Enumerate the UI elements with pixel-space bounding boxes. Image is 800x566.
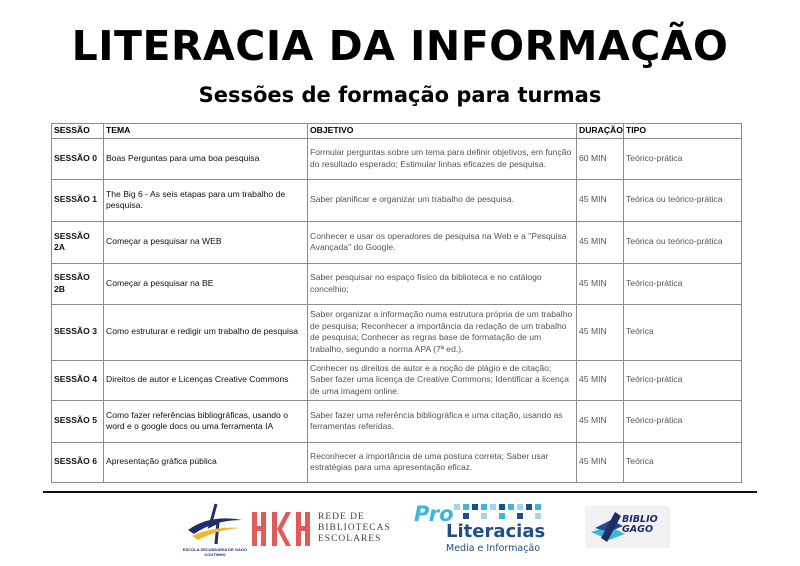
- proliteracias-logo: [412, 500, 562, 560]
- cell-duracao: 45 MIN: [577, 360, 624, 400]
- cell-tema: Começar a pesquisar na BE: [104, 263, 308, 304]
- table-row: [52, 360, 742, 400]
- cell-sessao: SESSÃO 2A: [52, 221, 104, 263]
- proliteracias-logo-text-media: Media e Informação: [446, 543, 541, 554]
- table-row: [52, 400, 742, 442]
- cell-duracao: 45 MIN: [577, 221, 624, 263]
- page-subtitle: Sessões de formação para turmas: [198, 83, 602, 107]
- cell-objetivo: Conhecer e usar os operadores de pesquisa na Web e a "Pesquisa Avançada" do Google.: [308, 221, 577, 263]
- cell-tipo: Teórica ou teórico-prática: [624, 179, 742, 221]
- proliteracias-logo-text-pro: Pro: [414, 502, 454, 526]
- table-row: [52, 263, 742, 304]
- cell-objetivo: Saber organizar a informação numa estrutura própria de um trabalho de pesquisa; Reconhecer a importância da redação de um trabalho de pesquisa; Conhecer as regras base de formatação de um trabalho, segundo a norma APA (7ª ed.).: [308, 304, 577, 360]
- biblio-gago-logo-text-gago: GAGO: [622, 524, 654, 535]
- table-row: [52, 442, 742, 482]
- cell-tipo: Teórico-prática: [624, 138, 742, 179]
- cell-objetivo: Saber pesquisar no espaço físico da biblioteca e no catálogo concelhio;: [308, 263, 577, 304]
- column-header-tipo: TIPO: [624, 124, 742, 139]
- cell-tipo: Teórica: [624, 304, 742, 360]
- cell-objetivo: Saber planificar e organizar um trabalho de pesquisa.: [308, 179, 577, 221]
- cell-tema: Direitos de autor e Licenças Creative Commons: [104, 360, 308, 400]
- cell-tema: The Big 6 - As seis etapas para um trabalho de pesquisa.: [104, 179, 308, 221]
- sessions-table: [51, 123, 742, 483]
- cell-sessao: SESSÃO 4: [52, 360, 104, 400]
- cell-tipo: Teórico-prática: [624, 263, 742, 304]
- school-logo-text: ESCOLA SECUNDÁRIA DE GAGO COUTINHO: [182, 547, 248, 557]
- table-header-row: [52, 124, 742, 139]
- cell-objetivo: Conhecer os direitos de autor e a noção de plágio e de citação; Saber fazer uma licença de Creative Commons; Identificar a licença de uma imagem online.: [308, 360, 577, 400]
- cell-duracao: 45 MIN: [577, 304, 624, 360]
- school-emblem-icon: [180, 500, 250, 548]
- cell-duracao: 45 MIN: [577, 442, 624, 482]
- cell-tema: Como estruturar e redigir um trabalho de pesquisa: [104, 304, 308, 360]
- biblio-gago-logo: [585, 506, 670, 548]
- school-logo: [180, 500, 250, 560]
- table-row: [52, 179, 742, 221]
- cell-tema: Boas Perguntas para uma boa pesquisa: [104, 138, 308, 179]
- cell-tipo: Teórica ou teórico-prática: [624, 221, 742, 263]
- cell-duracao: 45 MIN: [577, 179, 624, 221]
- cell-sessao: SESSÃO 2B: [52, 263, 104, 304]
- cell-sessao: SESSÃO 0: [52, 138, 104, 179]
- cell-sessao: SESSÃO 1: [52, 179, 104, 221]
- column-header-objetivo: OBJETIVO: [308, 124, 577, 139]
- cell-duracao: 45 MIN: [577, 400, 624, 442]
- rbe-logo-icon: [252, 512, 314, 548]
- page-title: LITERACIA DA INFORMAÇÃO: [71, 22, 729, 70]
- column-header-tema: TEMA: [104, 124, 308, 139]
- cell-tema: Começar a pesquisar na WEB: [104, 221, 308, 263]
- cell-duracao: 45 MIN: [577, 263, 624, 304]
- table-row: [52, 221, 742, 263]
- cell-tipo: Teórica: [624, 442, 742, 482]
- proliteracias-logo-icon: [454, 502, 554, 522]
- cell-tema: Apresentação gráfica pública: [104, 442, 308, 482]
- proliteracias-logo-text-literacias: Literacias: [446, 521, 546, 542]
- rbe-logo: [252, 510, 392, 550]
- cell-tema: Como fazer referências bibliográficas, usando o word e o google docs ou uma ferramenta IA: [104, 400, 308, 442]
- cell-objetivo: Formular perguntas sobre um tema para definir objetivos, em função do resultado esperado; Estimular linhas eficazes de pesquisa.: [308, 138, 577, 179]
- footer-divider: [43, 491, 757, 493]
- cell-tipo: Teórico-prática: [624, 400, 742, 442]
- column-header-sessao: SESSÃO: [52, 124, 104, 139]
- cell-objetivo: Saber fazer uma referência bibliográfica e uma citação, usando as ferramentas referidas.: [308, 400, 577, 442]
- table-row: [52, 304, 742, 360]
- cell-sessao: SESSÃO 6: [52, 442, 104, 482]
- cell-duracao: 60 MIN: [577, 138, 624, 179]
- cell-tipo: Teórico-prática: [624, 360, 742, 400]
- column-header-duracao: DURAÇÃO: [577, 124, 624, 139]
- cell-objetivo: Reconhecer a importância de uma postura correta; Saber usar estratégias para uma apresentação eficaz.: [308, 442, 577, 482]
- cell-sessao: SESSÃO 3: [52, 304, 104, 360]
- biblio-gago-logo-text-biblio: BIBLIO: [622, 514, 658, 525]
- cell-sessao: SESSÃO 5: [52, 400, 104, 442]
- rbe-logo-text: REDE DE BIBLIOTECAS ESCOLARES: [318, 512, 391, 544]
- table-row: [52, 138, 742, 179]
